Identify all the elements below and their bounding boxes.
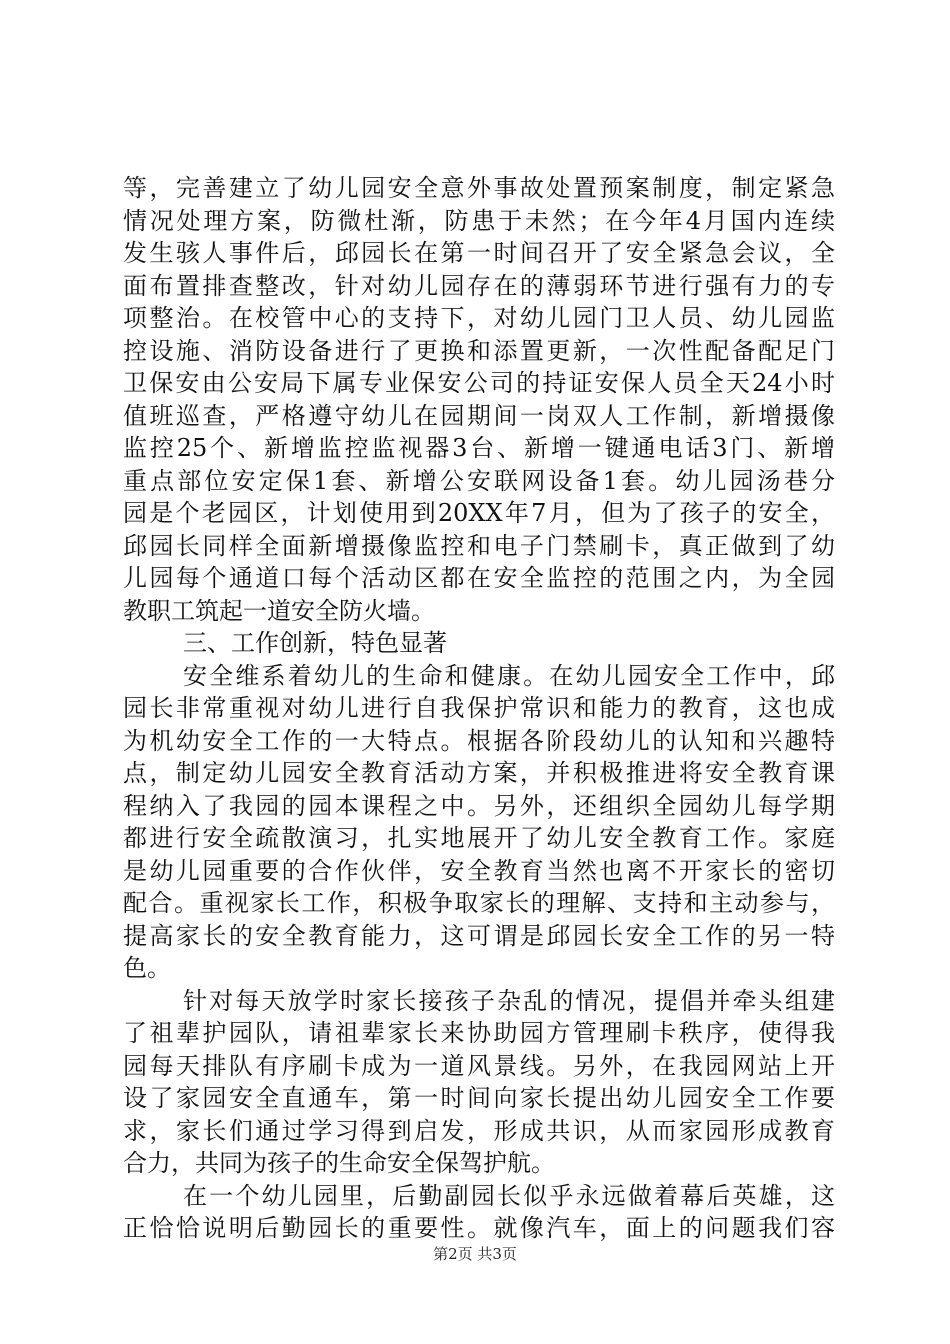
text-line: 卫保安由公安局下属专业保安公司的持证安保人员全天24小时	[123, 369, 835, 397]
text-line: 发生骇人事件后，邱园长在第一时间召开了安全紧急会议，全	[123, 239, 835, 267]
text-line: 安全维系着幼儿的生命和健康。在幼儿园安全工作中，邱	[183, 661, 835, 690]
text-line: 项整治。在校管中心的支持下，对幼儿园门卫人员、幼儿园监	[123, 304, 835, 332]
text-line: 针对每天放学时家长接孩子杂乱的情况，提倡并牵头组建	[183, 986, 835, 1015]
text-line: 求，家长们通过学习得到启发，形成共识，从而家园形成教育	[123, 1116, 835, 1145]
text-line: 设了家园安全直通车，第一时间向家长提出幼儿园安全工作要	[123, 1084, 835, 1112]
text-line: 教职工筑起一道安全防火墙。	[123, 596, 435, 625]
document-body	[123, 172, 835, 1245]
text-line: 园每天排队有序刷卡成为一道风景线。另外，在我园网站上开	[123, 1051, 835, 1080]
text-line: 合力，共同为孩子的生命安全保驾护航。	[123, 1149, 555, 1177]
text-line: 色。	[123, 954, 171, 982]
text-line: 正恰恰说明后勤园长的重要性。就像汽车，面上的问题我们容	[123, 1214, 835, 1242]
page-footer: 第2页 共3页	[433, 1245, 517, 1263]
text-line: 程纳入了我园的园本课程之中。另外，还组织全园幼儿每学期	[123, 791, 835, 820]
text-line: 儿园每个通道口每个活动区都在安全监控的范围之内，为全园	[123, 564, 835, 592]
text-line: 在一个幼儿园里，后勤副园长似乎永远做着幕后英雄，这	[183, 1181, 835, 1210]
text-line: 面布置排查整改，针对幼儿园存在的薄弱环节进行强有力的专	[123, 271, 835, 300]
text-line: 为机幼安全工作的一大特点。根据各阶段幼儿的认知和兴趣特	[123, 726, 835, 755]
text-line: 配合。重视家长工作，积极争取家长的理解、支持和主动参与，	[123, 889, 835, 917]
text-line: 园是个老园区，计划使用到20XX年7月，但为了孩子的安全，	[123, 499, 835, 527]
text-line: 是幼儿园重要的合作伙伴，安全教育当然也离不开家长的密切	[123, 856, 835, 885]
text-line: 值班巡查，严格遵守幼儿在园期间一岗双人工作制，新增摄像	[123, 401, 835, 430]
text-line: 重点部位安定保1套、新增公安联网设备1套。幼儿园汤巷分	[123, 466, 835, 495]
text-line: 监控25个、新增监控监视器3台、新增一键通电话3门、新增	[123, 434, 835, 462]
text-line: 提高家长的安全教育能力，这可谓是邱园长安全工作的另一特	[123, 921, 835, 950]
text-line: 等，完善建立了幼儿园安全意外事故处置预案制度，制定紧急	[123, 174, 835, 202]
text-line: 三、工作创新，特色显著	[183, 629, 447, 657]
text-line: 情况处理方案，防微杜渐，防患于未然；在今年4月国内连续	[123, 206, 835, 235]
text-line: 点，制定幼儿园安全教育活动方案，并积极推进将安全教育课	[123, 759, 835, 787]
text-line: 控设施、消防设备进行了更换和添置更新，一次性配备配足门	[123, 336, 835, 365]
text-line: 都进行安全疏散演习，扎实地展开了幼儿安全教育工作。家庭	[123, 824, 835, 852]
text-line: 邱园长同样全面新增摄像监控和电子门禁刷卡，真正做到了幼	[123, 531, 835, 560]
text-line: 园长非常重视对幼儿进行自我保护常识和能力的教育，这也成	[123, 694, 835, 722]
text-line: 了祖辈护园队，请祖辈家长来协助园方管理刷卡秩序，使得我	[123, 1019, 835, 1047]
